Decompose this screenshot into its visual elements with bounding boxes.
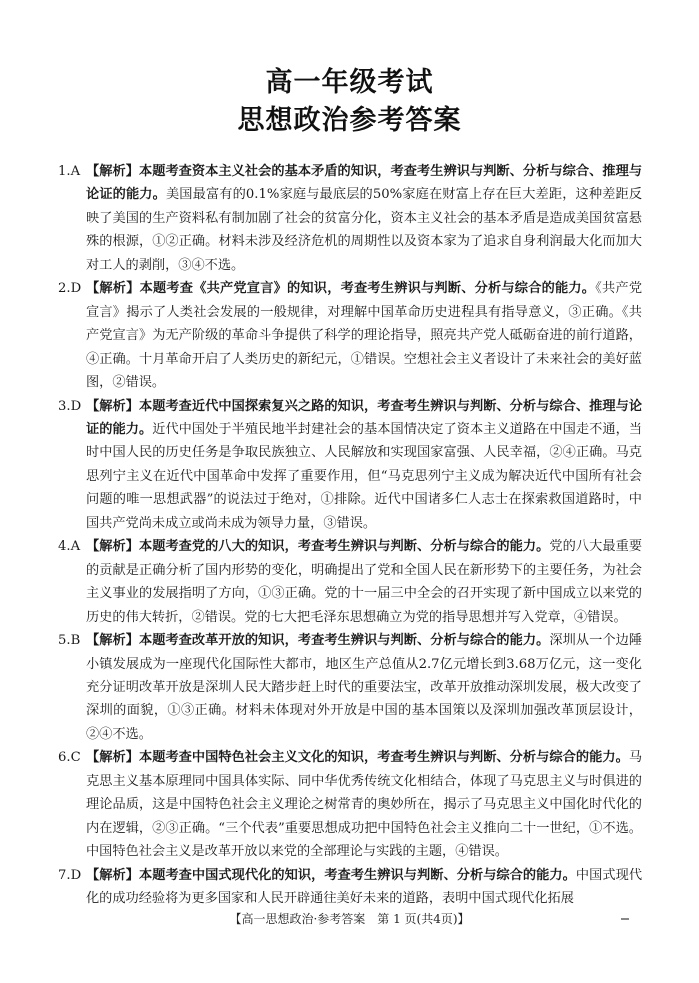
answer-item-5 [58,629,642,746]
answer-item-3 [58,395,642,536]
analysis-body: 《共产党宣言》揭示了人类社会发展的一般规律，对理解中国革命历史进程具有指导意义，③正确。《共产党宣言》为无产阶级的革命斗争提供了科学的理论指导，照亮共产党人砥砺奋进的前行道路，④正确。十月革命开启了人类历史的新纪元，①错误。空想社会主义者设计了未来社会的美好蓝图，②错误。 [86,281,643,391]
analysis-lead: 本题考查中国式现代化的知识，考查考生辨识与判断、分析与综合的能力。 [138,867,576,883]
analysis-lead: 本题考查党的八大的知识，考查考生辨识与判断、分析与综合的能力。 [138,539,550,555]
answer-item-4 [58,535,642,629]
analysis-lead: 本题考查中国特色社会主义文化的知识，考查考生辨识与判断、分析与综合的能力。 [138,750,629,766]
answer-item-1 [58,160,642,277]
analysis-body: 党的八大最重要的贡献是正确分析了国内形势的变化，明确提出了党和全国人民在新形势下的主要任务，为社会主义事业的发展指明了方向，①③正确。党的十一届三中全会的召开实现了新中国成立以来党的历史的伟大转折，②错误。党的七大把毛泽东思想确立为党的指导思想并写入党章，④错误。 [86,539,643,625]
analysis-body: 马克思主义基本原理同中国具体实际、同中华优秀传统文化相结合，体现了马克思主义与时俱进的理论品质，这是中国特色社会主义理论之树常青的奥妙所在，揭示了马克思主义中国化时代化的内在逻辑，②③正确。“三个代表”重要思想成功把中国特色社会主义推向二十一世纪，①不选。中国特色社会主义是改革开放以来党的全部理论与实践的主题，④错误。 [86,750,643,860]
analysis-body: 近代中国处于半殖民地半封建社会的基本国情决定了资本主义道路在中国走不通，当时中国人民的历史任务是争取民族独立、人民解放和实现国家富强、人民幸福，②④正确。马克思列宁主义在近代中国革命中发挥了重要作用，但“马克思列宁主义成为解决近代中国所有社会问题的唯一思想武器”的说法过于绝对，①排除。近代中国诸多仁人志士在探索救国道路时，中国共产党尚未成立或尚未成为领导力量，③错误。 [86,421,643,531]
analysis-lead: 本题考查近代中国探索复兴之路的知识，考查考生辨识与判断、分析与综合、推理与论证的能力。 [86,398,643,437]
answer-number: 2.D [58,281,82,297]
answer-number: 3.D [58,398,82,414]
answer-item-7 [58,864,642,911]
answer-number: 7.D [58,867,82,883]
analysis-tag: 【解析】 [86,281,140,297]
answer-number: 1.A [58,164,81,179]
answer-number: 5.B [58,633,81,649]
corner-mark [621,918,629,920]
analysis-body: 中国式现代化的成功经验将为更多国家和人民开辟通往美好未来的道路，表明中国式现代化拓展 [86,867,643,907]
answer-key-title: 思想政治参考答案 [237,105,462,136]
answer-number: 4.A [58,539,81,555]
exam-title: 高一年级考试 [265,67,434,98]
analysis-tag: 【解析】 [86,398,139,414]
answer-number: 6.C [58,750,81,766]
answer-item-6 [58,746,642,863]
answer-list [58,160,642,911]
analysis-tag: 【解析】 [86,750,139,766]
analysis-tag: 【解析】 [86,539,139,555]
analysis-lead: 本题考查改革开放的知识，考查考生辨识与判断、分析与综合的能力。 [138,633,550,649]
analysis-tag: 【解析】 [86,633,139,649]
analysis-lead: 本题考查《共产党宣言》的知识，考查考生辨识与判断、分析与综合的能力。 [139,281,596,297]
page-footer: 【高一思想政治·参考答案 第 1 页(共4页)】 [229,912,470,926]
analysis-tag: 【解析】 [86,867,139,883]
analysis-lead: 本题考查资本主义社会的基本矛盾的知识，考查考生辨识与判断、分析与综合、推理与论证的能力。 [86,164,643,203]
analysis-body: 深圳从一个边陲小镇发展成为一座现代化国际性大都市，地区生产总值从2.7亿元增长到3.68万亿元，这一变化充分证明改革开放是深圳人民大踏步赶上时代的重要法宝，改革开放推动深圳发展，极大改变了深圳的面貌，①③正确。材料未体现对外开放是中国的基本国策以及深圳加强改革顶层设计，②④不选。 [86,633,643,742]
answer-item-2 [58,277,642,394]
analysis-tag: 【解析】 [86,164,139,179]
analysis-body: 美国最富有的0.1%家庭与最底层的50%家庭在财富上存在巨大差距，这种差距反映了美国的生产资料私有制加剧了社会的贫富分化，资本主义社会的基本矛盾是造成美国贫富悬殊的根源，①②正确。材料未涉及经济危机的周期性以及资本家为了追求自身利润最大化而加大对工人的剥削，③④不选。 [86,187,643,273]
